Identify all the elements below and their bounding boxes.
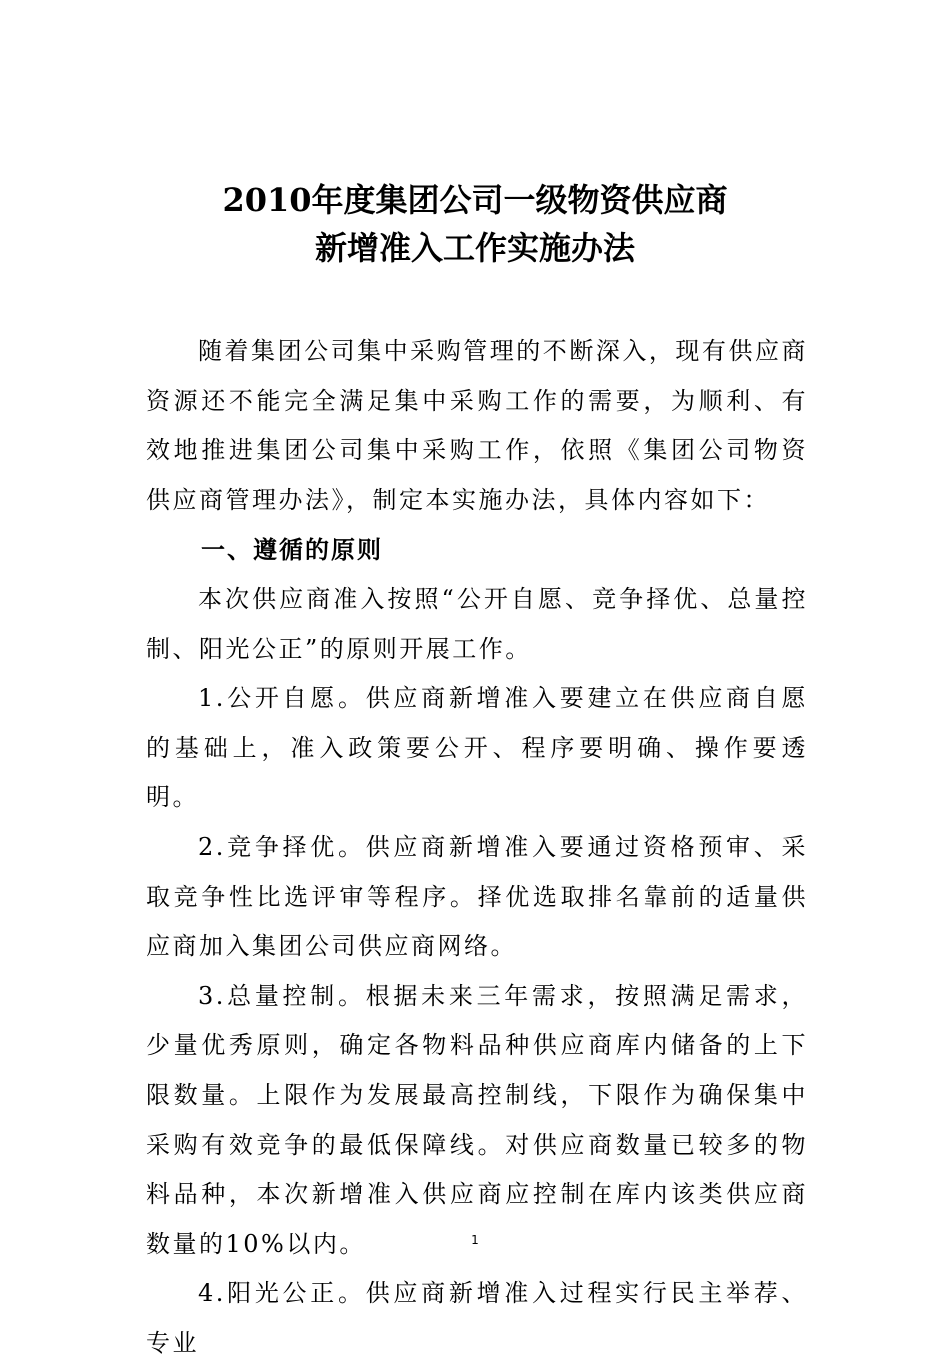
principle-2-paragraph: 2.竞争择优。供应商新增准入要通过资格预审、采取竞争性比选评审等程序。择优选取排名靠前的适量供应商加入集团公司供应商网络。 bbox=[146, 832, 808, 961]
section-heading-principles: 一、遵循的原则 bbox=[201, 535, 383, 565]
principles-paragraph: 本次供应商准入按照“公开自愿、竞争择优、总量控制、阳光公正”的原则开展工作。 bbox=[146, 584, 808, 663]
principle-3-paragraph: 3.总量控制。根据未来三年需求，按照满足需求，少量优秀原则，确定各物料品种供应商库内储备的上下限数量。上限作为发展最高控制线，下限作为确保集中采购有效竞争的最低保障线。对供应商数量已较多的物料品种，本次新增准入供应商应控制在库内该类供应商数量的10%以内。 bbox=[146, 981, 808, 1258]
document-title-line-1: 2010年度集团公司一级物资供应商 bbox=[222, 181, 728, 219]
intro-paragraph: 随着集团公司集中采购管理的不断深入，现有供应商资源还不能完全满足集中采购工作的需要，为顺利、有效地推进集团公司集中采购工作，依照《集团公司物资供应商管理办法》，制定本实施办法，具体内容如下： bbox=[146, 337, 808, 514]
document-body bbox=[146, 327, 808, 1368]
principle-4-paragraph: 4.阳光公正。供应商新增准入过程实行民主举荐、专业 bbox=[146, 1279, 808, 1357]
principle-1-paragraph: 1.公开自愿。供应商新增准入要建立在供应商自愿的基础上，准入政策要公开、程序要明确、操作要透明。 bbox=[146, 684, 808, 812]
page-number: 1 bbox=[471, 1233, 479, 1247]
document-title-line-2: 新增准入工作实施办法 bbox=[314, 229, 635, 267]
